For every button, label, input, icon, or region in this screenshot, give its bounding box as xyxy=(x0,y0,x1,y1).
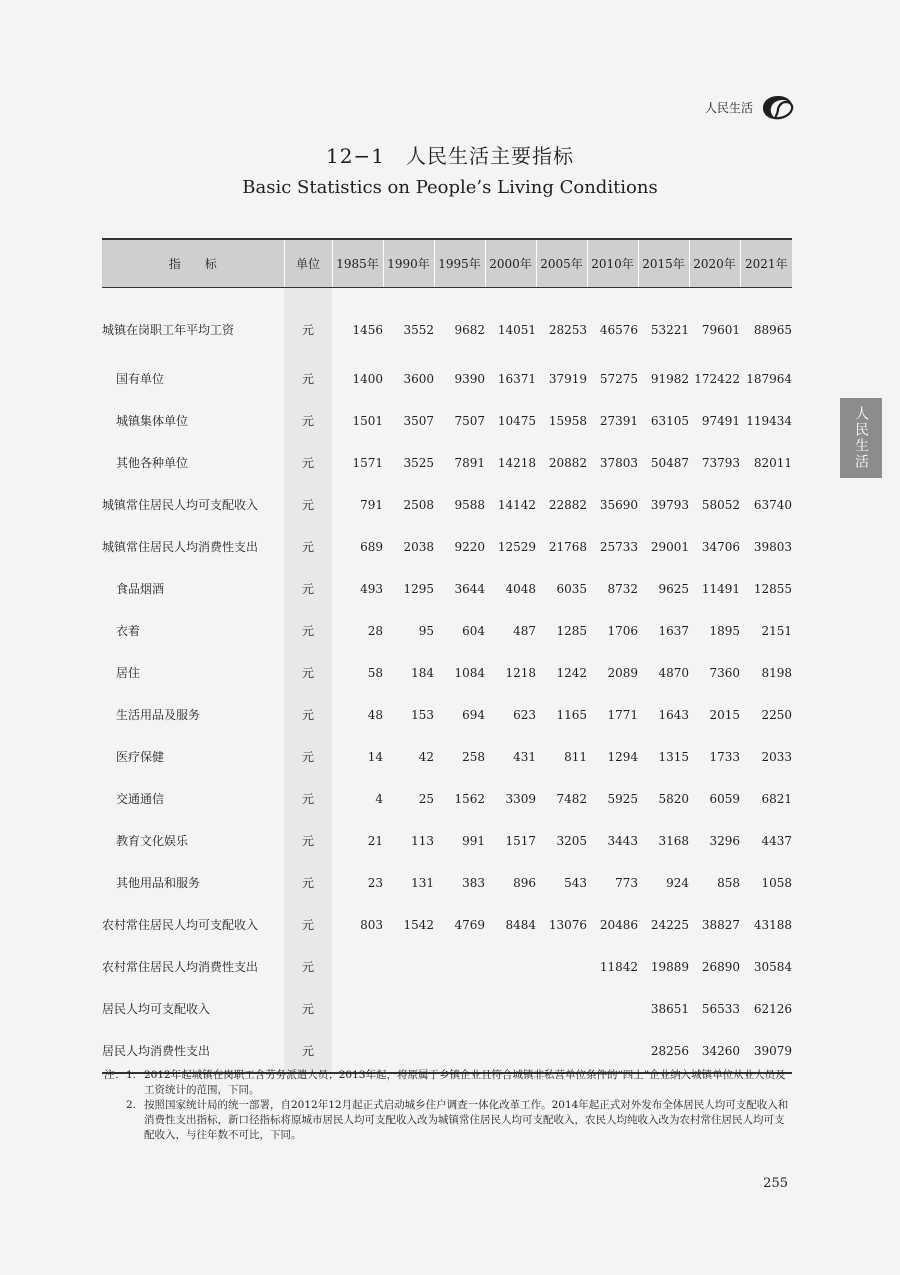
value-cell: 924 xyxy=(666,875,689,890)
value-cell: 4769 xyxy=(454,917,485,932)
value-cell: 187964 xyxy=(746,371,792,386)
value-cell: 14142 xyxy=(497,497,536,512)
running-header xyxy=(705,93,795,121)
value-cell: 30584 xyxy=(753,959,792,974)
footnote-text: 2012年起城镇在岗职工含劳务派遣人员；2013年起，将原属于乡镇企业且符合城镇非私营单位条件的“四上”企业纳入城镇单位从业人员及工资统计的范围，下同。 xyxy=(144,1069,786,1096)
value-cell: 8198 xyxy=(761,665,792,680)
value-cell xyxy=(587,1030,638,1073)
value-cell: 8484 xyxy=(505,917,536,932)
column-header: 2015年 xyxy=(638,239,689,287)
value-cell xyxy=(485,946,536,988)
value-cell: 3296 xyxy=(709,833,740,848)
value-cell: 11842 xyxy=(599,959,638,974)
unit-cell: 元 xyxy=(284,287,332,358)
value-cell: 48 xyxy=(367,707,383,722)
unit-cell: 元 xyxy=(284,694,332,736)
value-cell: 1294 xyxy=(607,749,638,764)
value-cell: 4437 xyxy=(761,833,792,848)
value-cell: 7482 xyxy=(556,791,587,806)
indicator-name: 居民人均可支配收入 xyxy=(102,1002,211,1016)
value-cell: 1242 xyxy=(556,665,587,680)
value-cell xyxy=(434,988,485,1030)
footnote-index: 2. xyxy=(126,1099,137,1111)
table-row xyxy=(102,484,792,526)
value-cell xyxy=(536,1030,587,1073)
table-row xyxy=(102,946,792,988)
value-cell: 9625 xyxy=(658,581,689,596)
value-cell: 15958 xyxy=(548,413,587,428)
value-cell: 153 xyxy=(411,707,434,722)
value-cell: 14218 xyxy=(497,455,536,470)
value-cell: 37803 xyxy=(599,455,638,470)
value-cell: 2250 xyxy=(761,707,792,722)
unit-cell: 元 xyxy=(284,610,332,652)
value-cell: 803 xyxy=(360,917,383,932)
value-cell: 623 xyxy=(513,707,536,722)
value-cell: 119434 xyxy=(746,413,792,428)
value-cell: 10475 xyxy=(497,413,536,428)
value-cell: 689 xyxy=(360,539,383,554)
chapter-side-tab-label: 人民生活 xyxy=(853,406,869,470)
value-cell: 63105 xyxy=(650,413,689,428)
value-cell: 95 xyxy=(418,623,434,638)
value-cell: 6821 xyxy=(761,791,792,806)
value-cell: 5925 xyxy=(607,791,638,806)
value-cell: 14051 xyxy=(497,322,536,337)
unit-cell: 元 xyxy=(284,946,332,988)
value-cell: 20486 xyxy=(599,917,638,932)
table-row xyxy=(102,442,792,484)
unit-cell: 元 xyxy=(284,400,332,442)
value-cell xyxy=(383,1030,434,1073)
table-row xyxy=(102,358,792,400)
value-cell xyxy=(383,988,434,1030)
unit-cell: 元 xyxy=(284,442,332,484)
value-cell xyxy=(485,1030,536,1073)
value-cell: 58 xyxy=(367,665,383,680)
value-cell: 131 xyxy=(411,875,434,890)
table-row xyxy=(102,736,792,778)
value-cell: 3309 xyxy=(505,791,536,806)
value-cell: 1501 xyxy=(352,413,383,428)
value-cell: 56533 xyxy=(701,1001,740,1016)
value-cell: 3507 xyxy=(403,413,434,428)
column-header: 单位 xyxy=(284,239,332,287)
value-cell: 2038 xyxy=(403,539,434,554)
column-header: 2021年 xyxy=(740,239,792,287)
column-header: 指 标 xyxy=(102,239,284,287)
value-cell: 1285 xyxy=(556,623,587,638)
value-cell: 39803 xyxy=(753,539,792,554)
value-cell: 773 xyxy=(615,875,638,890)
value-cell: 63740 xyxy=(753,497,792,512)
value-cell: 172422 xyxy=(694,371,740,386)
value-cell: 1643 xyxy=(658,707,689,722)
value-cell: 1733 xyxy=(709,749,740,764)
value-cell: 7891 xyxy=(454,455,485,470)
footnote xyxy=(104,1098,794,1143)
value-cell: 91982 xyxy=(650,371,689,386)
indicator-name: 生活用品及服务 xyxy=(116,708,201,722)
value-cell: 6059 xyxy=(709,791,740,806)
value-cell: 23 xyxy=(367,875,383,890)
value-cell: 1542 xyxy=(403,917,434,932)
indicator-name: 食品烟酒 xyxy=(116,582,165,596)
value-cell: 694 xyxy=(462,707,485,722)
value-cell: 5820 xyxy=(658,791,689,806)
value-cell: 28256 xyxy=(638,1030,689,1073)
value-cell: 25733 xyxy=(599,539,638,554)
value-cell: 3644 xyxy=(454,581,485,596)
indicator-name: 其他用品和服务 xyxy=(116,876,201,890)
table-row xyxy=(102,610,792,652)
value-cell: 82011 xyxy=(753,455,792,470)
table-header-row xyxy=(102,239,792,287)
value-cell: 1165 xyxy=(556,707,587,722)
value-cell: 12855 xyxy=(753,581,792,596)
value-cell xyxy=(332,946,383,988)
value-cell: 34706 xyxy=(701,539,740,554)
value-cell: 1562 xyxy=(454,791,485,806)
value-cell xyxy=(485,988,536,1030)
value-cell: 3168 xyxy=(658,833,689,848)
column-header: 1995年 xyxy=(434,239,485,287)
publisher-logo-icon xyxy=(761,93,795,121)
value-cell: 1400 xyxy=(352,371,383,386)
value-cell xyxy=(434,1030,485,1073)
table-row xyxy=(102,1030,792,1073)
value-cell: 27391 xyxy=(599,413,638,428)
value-cell: 896 xyxy=(513,875,536,890)
value-cell: 3552 xyxy=(403,322,434,337)
value-cell: 543 xyxy=(564,875,587,890)
footnote-index: 1. xyxy=(126,1069,137,1081)
indicator-name: 农村常住居民人均消费性支出 xyxy=(102,960,259,974)
column-header: 2000年 xyxy=(485,239,536,287)
value-cell xyxy=(332,988,383,1030)
value-cell: 791 xyxy=(360,497,383,512)
table-row xyxy=(102,568,792,610)
value-cell xyxy=(383,946,434,988)
value-cell xyxy=(536,988,587,1030)
value-cell xyxy=(587,988,638,1030)
value-cell: 1058 xyxy=(761,875,792,890)
value-cell: 8732 xyxy=(607,581,638,596)
value-cell: 1315 xyxy=(658,749,689,764)
value-cell: 184 xyxy=(411,665,434,680)
value-cell: 29001 xyxy=(650,539,689,554)
table-row xyxy=(102,400,792,442)
value-cell: 2508 xyxy=(403,497,434,512)
unit-cell: 元 xyxy=(284,652,332,694)
value-cell: 13076 xyxy=(548,917,587,932)
table-row xyxy=(102,526,792,568)
value-cell: 79601 xyxy=(701,322,740,337)
value-cell: 24225 xyxy=(650,917,689,932)
unit-cell: 元 xyxy=(284,904,332,946)
page-number: 255 xyxy=(763,1176,788,1191)
table-row xyxy=(102,287,792,358)
indicator-name: 城镇常住居民人均可支配收入 xyxy=(102,498,259,512)
value-cell: 9390 xyxy=(454,371,485,386)
value-cell: 25 xyxy=(418,791,434,806)
value-cell: 21 xyxy=(367,833,383,848)
footnote-label: 注： xyxy=(104,1069,125,1081)
value-cell: 46576 xyxy=(599,322,638,337)
value-cell: 991 xyxy=(462,833,485,848)
value-cell: 58052 xyxy=(701,497,740,512)
value-cell: 811 xyxy=(564,749,587,764)
value-cell: 9588 xyxy=(454,497,485,512)
value-cell: 9220 xyxy=(454,539,485,554)
unit-cell: 元 xyxy=(284,568,332,610)
indicator-name: 衣着 xyxy=(116,624,141,638)
unit-cell: 元 xyxy=(284,526,332,568)
value-cell: 22882 xyxy=(548,497,587,512)
value-cell: 73793 xyxy=(701,455,740,470)
footnote-text: 按照国家统计局的统一部署，自2012年12月起正式启动城乡住户调查一体化改革工作。2014年起正式对外发布全体居民人均可支配收入和消费性支出指标，新口径指标将原城市居民人均可支配收入改为城镇常住居民人均可支配收入，农民人均纯收入改为农村常住居民人均可支配收入，与往年数不可比，下同。 xyxy=(144,1099,789,1141)
value-cell: 2151 xyxy=(761,623,792,638)
table-row xyxy=(102,820,792,862)
value-cell: 258 xyxy=(462,749,485,764)
table-row xyxy=(102,652,792,694)
section-label: 人民生活 xyxy=(704,100,753,115)
unit-cell: 元 xyxy=(284,778,332,820)
value-cell: 39793 xyxy=(650,497,689,512)
value-cell: 604 xyxy=(462,623,485,638)
value-cell: 3525 xyxy=(403,455,434,470)
value-cell: 14 xyxy=(367,749,383,764)
value-cell: 39079 xyxy=(740,1030,792,1073)
value-cell: 431 xyxy=(513,749,536,764)
value-cell: 4048 xyxy=(505,581,536,596)
value-cell: 20882 xyxy=(548,455,587,470)
value-cell: 1084 xyxy=(454,665,485,680)
value-cell: 43188 xyxy=(753,917,792,932)
value-cell: 1571 xyxy=(352,455,383,470)
footnotes xyxy=(104,1068,794,1143)
page-title-cn: 12−1 人民生活主要指标 xyxy=(326,144,574,168)
indicator-name: 居住 xyxy=(116,666,141,680)
value-cell: 6035 xyxy=(556,581,587,596)
value-cell: 42 xyxy=(418,749,434,764)
indicator-name: 农村常住居民人均可支配收入 xyxy=(102,918,259,932)
value-cell: 1771 xyxy=(607,707,638,722)
table-row xyxy=(102,904,792,946)
value-cell xyxy=(434,946,485,988)
value-cell: 858 xyxy=(717,875,740,890)
indicator-name: 城镇在岗职工年平均工资 xyxy=(102,323,235,337)
table-row xyxy=(102,862,792,904)
value-cell: 4870 xyxy=(658,665,689,680)
value-cell: 50487 xyxy=(650,455,689,470)
value-cell: 26890 xyxy=(701,959,740,974)
value-cell: 12529 xyxy=(497,539,536,554)
indicator-name: 国有单位 xyxy=(116,372,165,386)
value-cell: 3443 xyxy=(607,833,638,848)
value-cell: 57275 xyxy=(599,371,638,386)
column-header: 2005年 xyxy=(536,239,587,287)
unit-cell: 元 xyxy=(284,736,332,778)
value-cell: 1218 xyxy=(505,665,536,680)
indicator-name: 居民人均消费性支出 xyxy=(102,1030,284,1073)
value-cell: 3600 xyxy=(403,371,434,386)
indicator-name: 城镇常住居民人均消费性支出 xyxy=(102,540,259,554)
value-cell: 16371 xyxy=(497,371,536,386)
statistics-table xyxy=(102,238,792,1074)
unit-cell: 元 xyxy=(284,358,332,400)
value-cell xyxy=(332,1030,383,1073)
value-cell: 34260 xyxy=(689,1030,740,1073)
page-title-en: Basic Statistics on People’s Living Conditions xyxy=(242,177,658,198)
value-cell: 1456 xyxy=(352,322,383,337)
value-cell: 4 xyxy=(375,791,383,806)
value-cell: 21768 xyxy=(548,539,587,554)
unit-cell: 元 xyxy=(284,862,332,904)
indicator-name: 交通通信 xyxy=(116,792,165,806)
value-cell: 7360 xyxy=(709,665,740,680)
value-cell: 113 xyxy=(411,833,434,848)
value-cell: 2015 xyxy=(709,707,740,722)
table-row xyxy=(102,694,792,736)
table-row xyxy=(102,988,792,1030)
indicator-name: 城镇集体单位 xyxy=(116,414,189,428)
value-cell: 97491 xyxy=(701,413,740,428)
footnote xyxy=(104,1068,794,1098)
value-cell: 38827 xyxy=(701,917,740,932)
indicator-name: 教育文化娱乐 xyxy=(116,834,189,848)
value-cell: 1637 xyxy=(658,623,689,638)
value-cell: 383 xyxy=(462,875,485,890)
value-cell: 37919 xyxy=(548,371,587,386)
column-header: 1990年 xyxy=(383,239,434,287)
value-cell: 28253 xyxy=(548,322,587,337)
value-cell: 11491 xyxy=(701,581,740,596)
value-cell: 2089 xyxy=(607,665,638,680)
value-cell: 88965 xyxy=(753,322,792,337)
value-cell: 1295 xyxy=(403,581,434,596)
chapter-side-tab xyxy=(840,398,882,478)
value-cell: 38651 xyxy=(650,1001,689,1016)
unit-cell: 元 xyxy=(284,484,332,526)
unit-cell: 元 xyxy=(284,988,332,1030)
value-cell: 487 xyxy=(513,623,536,638)
table-row xyxy=(102,778,792,820)
value-cell: 28 xyxy=(367,623,383,638)
column-header: 2010年 xyxy=(587,239,638,287)
value-cell: 62126 xyxy=(753,1001,792,1016)
value-cell: 2033 xyxy=(761,749,792,764)
indicator-name: 其他各种单位 xyxy=(116,456,189,470)
value-cell: 1517 xyxy=(505,833,536,848)
value-cell: 9682 xyxy=(454,322,485,337)
value-cell: 7507 xyxy=(454,413,485,428)
column-header: 2020年 xyxy=(689,239,740,287)
value-cell xyxy=(536,946,587,988)
value-cell: 3205 xyxy=(556,833,587,848)
value-cell: 1895 xyxy=(709,623,740,638)
indicator-name: 医疗保健 xyxy=(116,750,165,764)
unit-cell: 元 xyxy=(284,1030,332,1073)
value-cell: 35690 xyxy=(599,497,638,512)
value-cell: 493 xyxy=(360,581,383,596)
unit-cell: 元 xyxy=(284,820,332,862)
value-cell: 19889 xyxy=(650,959,689,974)
value-cell: 53221 xyxy=(650,322,689,337)
value-cell: 1706 xyxy=(607,623,638,638)
column-header: 1985年 xyxy=(332,239,383,287)
